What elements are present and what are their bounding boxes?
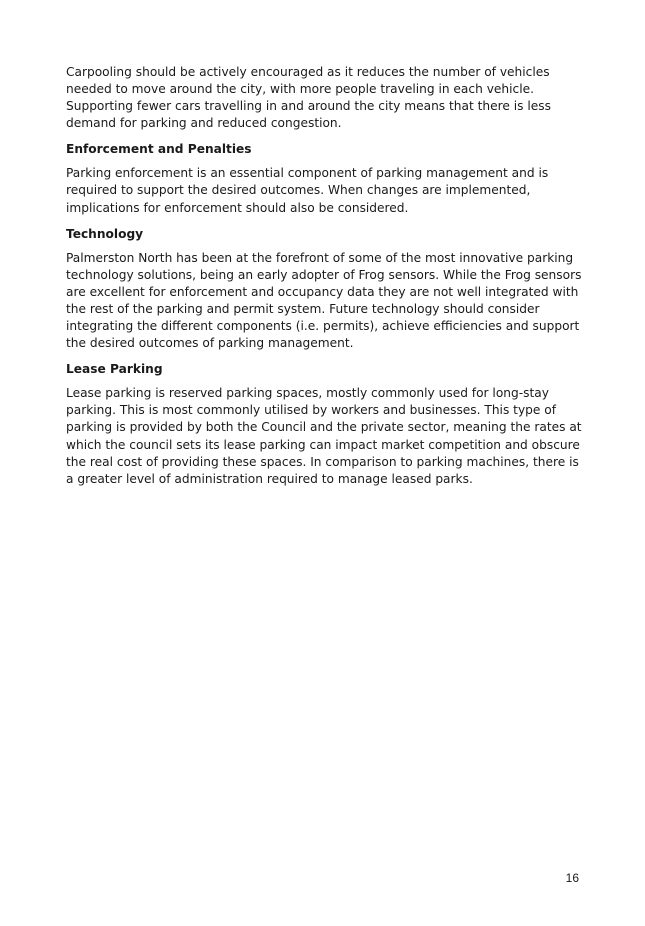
section-body-enforcement: Parking enforcement is an essential component of parking management and is required to support the desired outcomes. When changes are implemented, implications for enforcement should also be considered. (66, 166, 549, 215)
section-body-technology: Palmerston North has been at the forefront of some of the most innovative parking technology solutions, being an early adopter of Frog sensors. While the Frog sensors are excellent for enforcement and occupancy data they are not well integrated with the rest of the parking and permit system. Future technology should consider integrating the different components (i.e. permits), achieve efficiencies and support the desired outcomes of parking management. (66, 250, 582, 351)
page-number: 16 (565, 871, 579, 885)
document-page (66, 64, 586, 497)
intro-paragraph: Carpooling should be actively encouraged as it reduces the number of vehicles needed to move around the city, with more people traveling in each vehicle. Supporting fewer cars travelling in and around the city means that there is less demand for parking and reduced congestion. (66, 65, 551, 131)
section-heading-enforcement: Enforcement and Penalties (66, 142, 252, 157)
section-heading-lease-parking: Lease Parking (66, 362, 163, 377)
section-heading-technology: Technology (66, 226, 144, 241)
section-body-lease-parking: Lease parking is reserved parking spaces, mostly commonly used for long-stay parking. This is most commonly utilised by workers and businesses. This type of parking is provided by both the Council and the private sector, meaning the rates at which the council sets its lease parking can impact market competition and obscure the real cost of providing these spaces. In comparison to parking machines, there is a greater level of administration required to manage leased parks. (66, 386, 582, 486)
